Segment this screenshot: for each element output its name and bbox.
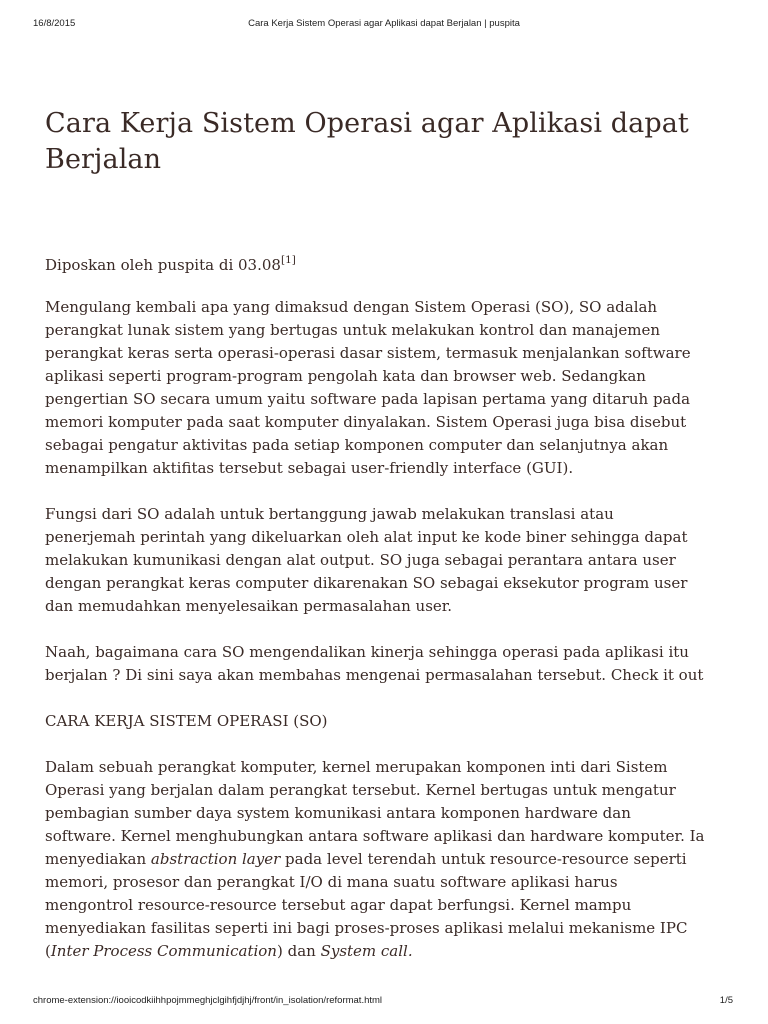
print-url: chrome-extension://iooicodkiihhpojmmeghjclgihfjdjhj/front/in_isolation/reformat.html	[33, 995, 383, 1006]
article	[45, 106, 705, 963]
kernel-text-3: ) dan	[276, 942, 321, 960]
kernel-term-system-call: System call.	[320, 942, 413, 960]
print-footer	[0, 995, 768, 1009]
post-meta	[45, 250, 705, 277]
paragraph-intro: Naah, bagaimana cara SO mengendalikan kinerja sehingga operasi pada aplikasi itu berjalan ? Di sini saya akan membahas mengenai permasalahan tersebut. Check it out	[45, 643, 704, 684]
paragraph-kernel	[45, 756, 705, 963]
kernel-term-ipc: Inter Process Communication	[50, 942, 277, 960]
print-header	[0, 18, 768, 32]
section-heading: CARA KERJA SISTEM OPERASI (SO)	[45, 712, 328, 730]
article-title: Cara Kerja Sistem Operasi agar Aplikasi dapat Berjalan	[45, 108, 689, 175]
paragraph-function: Fungsi dari SO adalah untuk bertanggung jawab melakukan translasi atau penerjemah perintah yang dikeluarkan oleh alat input ke kode biner sehingga dapat melakukan kumunikasi dengan alat output. SO juga sebagai perantara antara user dengan perangkat keras computer dikarenakan SO sebagai eksekutor program user dan memudahkan menyelesaikan permasalahan user.	[45, 505, 688, 615]
print-page-title: Cara Kerja Sistem Operasi agar Aplikasi dapat Berjalan | puspita	[248, 18, 520, 29]
kernel-term-abstraction-layer: abstraction layer	[150, 850, 281, 868]
print-date: 16/8/2015	[33, 18, 76, 29]
footnote-link[interactable]: [1]	[280, 254, 296, 266]
paragraph-definition: Mengulang kembali apa yang dimaksud dengan Sistem Operasi (SO), SO adalah perangkat lunak sistem yang bertugas untuk melakukan kontrol dan manajemen perangkat keras serta operasi-operasi dasar sistem, termasuk menjalankan software aplikasi seperti program-program pengolah kata dan browser web. Sedangkan pengertian SO secara umum yaitu software pada lapisan pertama yang ditaruh pada memori komputer pada saat komputer dinyalakan. Sistem Operasi juga bisa disebut sebagai pengatur aktivitas pada setiap komponen computer dan selanjutnya akan menampilkan aktifitas tersebut sebagai user-friendly interface (GUI).	[45, 298, 691, 477]
kernel-text-2: pada level terendah untuk resource-resource seperti memori, prosesor dan perangkat I/O di mana suatu software aplikasi harus mengontrol resource-resource tersebut agar dapat berfungsi. Kernel mampu menyediakan fasilitas seperti ini bagi proses-proses aplikasi melalui mekanisme IPC (	[45, 850, 688, 960]
kernel-text-1: Dalam sebuah perangkat komputer, kernel merupakan komponen inti dari Sistem Operasi yang berjalan dalam perangkat tersebut. Kernel bertugas untuk mengatur pembagian sumber daya system komunikasi antara komponen hardware dan software. Kernel menghubungkan antara software aplikasi dan hardware komputer. Ia menyediakan	[45, 758, 705, 868]
post-meta-text: Diposkan oleh puspita di 03.08	[45, 256, 281, 274]
page-number: 1/5	[719, 995, 733, 1006]
